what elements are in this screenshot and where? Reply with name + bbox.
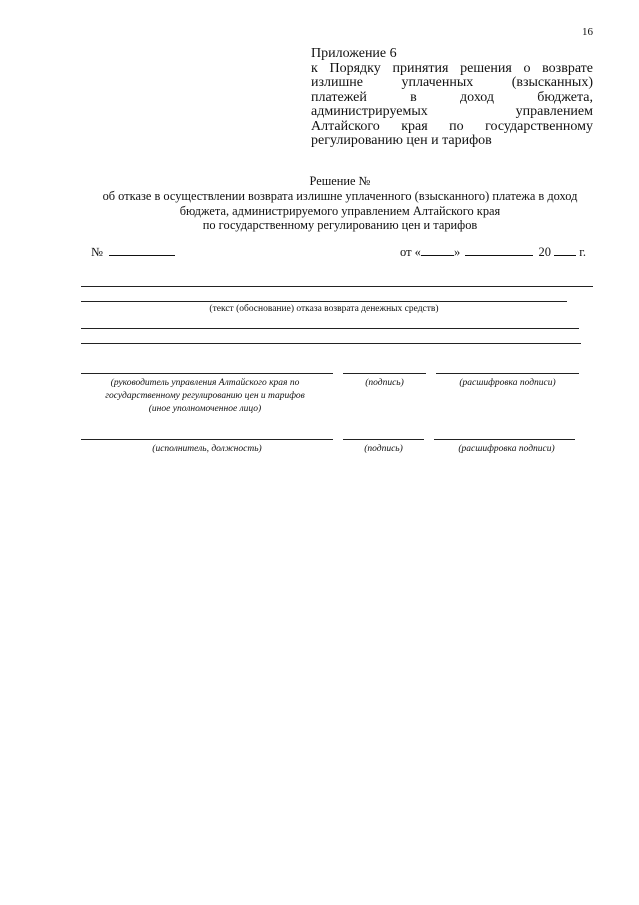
signer-caption-line: (иное уполномоченное лицо)	[148, 404, 262, 414]
executor-line	[81, 439, 333, 440]
signature-caption: (подпись)	[365, 378, 404, 388]
year-blank	[554, 245, 576, 256]
decision-date-field	[400, 245, 586, 260]
date-from-label: от «	[400, 245, 421, 259]
signer-caption-line: (руководитель управления Алтайского края по	[110, 378, 300, 388]
reason-line	[81, 328, 579, 329]
signature-caption: (подпись)	[364, 444, 403, 454]
reason-caption: (текст (обоснование) отказа возврата денежных средств)	[209, 304, 439, 314]
transcript-caption: (расшифровка подписи)	[458, 444, 555, 454]
decision-subtitle-line: по государственному регулированию цен и тарифов	[202, 218, 478, 233]
appendix-header	[311, 47, 593, 149]
number-label: №	[91, 245, 103, 259]
quote-close: »	[453, 245, 461, 259]
transcript-line	[434, 439, 575, 440]
page-number: 16	[582, 26, 593, 38]
appendix-line: к Порядку принятия решения о возврате	[311, 60, 593, 76]
reason-line	[81, 301, 567, 302]
executor-caption: (исполнитель, должность)	[152, 444, 262, 454]
appendix-line: излишне уплаченных (взысканных)	[311, 75, 593, 90]
decision-title: Решение №	[309, 174, 371, 188]
appendix-line: регулированию цен и тарифов	[311, 133, 492, 148]
signer-line	[81, 373, 333, 374]
signature-line	[343, 439, 424, 440]
day-blank	[421, 245, 454, 256]
appendix-line: Алтайского края по государственному	[311, 118, 593, 134]
appendix-line: Приложение 6	[311, 46, 397, 61]
transcript-caption: (расшифровка подписи)	[459, 378, 556, 388]
month-blank	[465, 245, 533, 256]
number-blank	[109, 245, 175, 256]
signer-caption	[60, 377, 350, 416]
decision-subtitle-line: об отказе в осуществлении возврата излишне уплаченного (взысканного) платежа в доход	[102, 188, 578, 203]
decision-number-field	[91, 245, 175, 260]
decision-subtitle-line: бюджета, администрируемого управлением Алтайского края	[179, 203, 501, 218]
decision-heading	[60, 174, 620, 233]
year-prefix: 20	[538, 245, 551, 259]
transcript-line	[436, 373, 579, 374]
appendix-line: платежей в доход бюджета,	[311, 89, 593, 105]
appendix-line: администрируемых управлением	[311, 104, 593, 119]
signer-caption-line: государственному регулированию цен и тарифов	[105, 391, 305, 401]
signature-line	[343, 373, 426, 374]
reason-line	[81, 286, 593, 287]
year-suffix: г.	[579, 245, 587, 259]
reason-line	[81, 343, 581, 344]
